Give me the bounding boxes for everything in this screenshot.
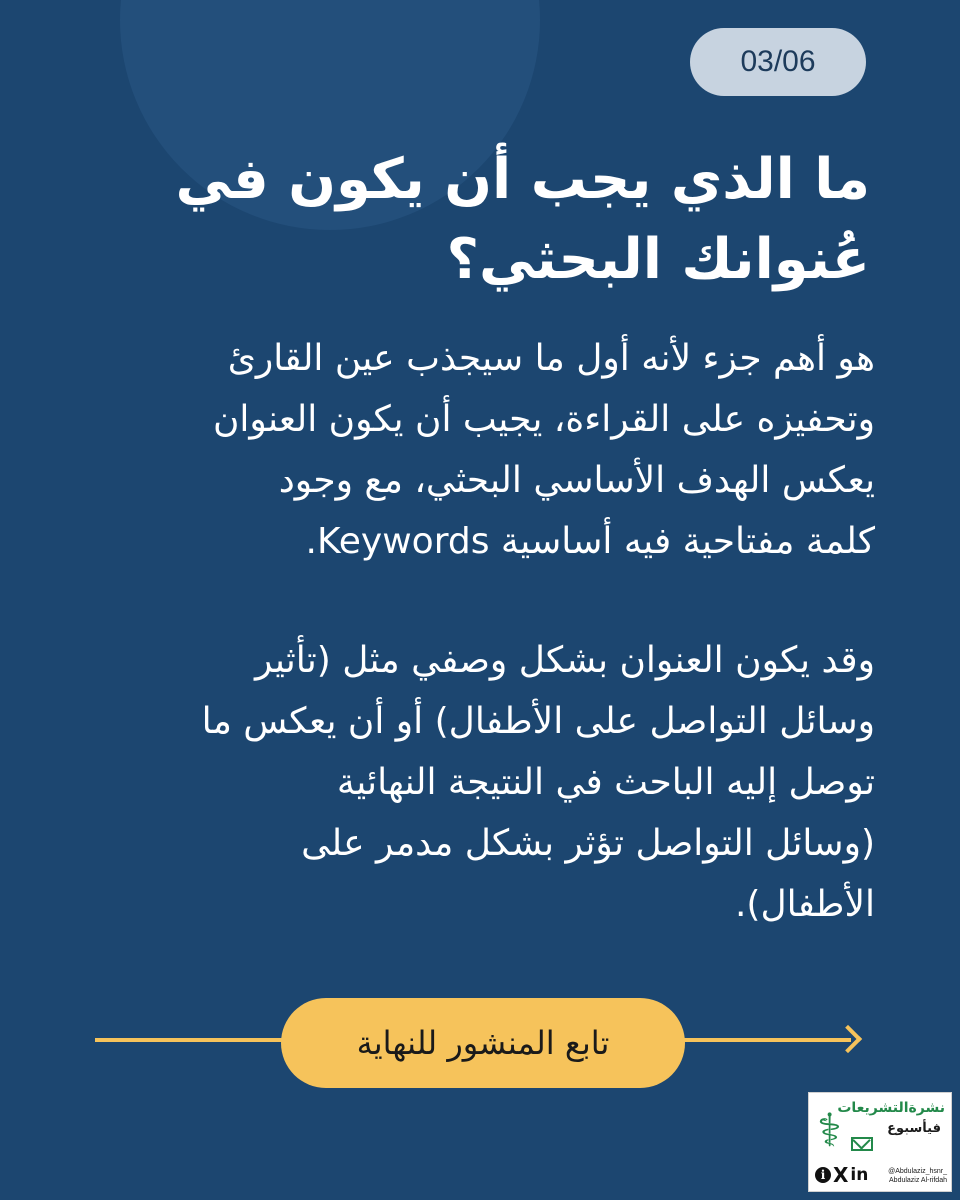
- paragraph-line: كلمة مفتاحية فيه أساسية Keywords.: [305, 521, 875, 562]
- logo-title: نشرةالتشريعات: [837, 1100, 945, 1116]
- caduceus-icon: ⚕: [817, 1103, 842, 1157]
- paragraph-line: (وسائل التواصل تؤثر بشكل مدمر على: [301, 823, 875, 864]
- page-counter-badge: 03/06: [690, 28, 866, 96]
- mail-icon: [851, 1137, 873, 1151]
- paragraph-line: وقد يكون العنوان بشكل وصفي مثل (تأثير: [255, 640, 875, 681]
- social-icons: [815, 1165, 868, 1185]
- x-icon: X: [833, 1163, 849, 1187]
- newsletter-logo: [808, 1092, 952, 1192]
- paragraph-line: وتحفيزه على القراءة، يجيب أن يكون العنوان: [212, 399, 875, 440]
- arrow-right-icon: [834, 1025, 862, 1053]
- logo-handle: Abdulaziz Al-rifdah: [889, 1177, 947, 1184]
- paragraph-line: هو أهم جزء لأنه أول ما سيجذب عين القارئ: [227, 338, 875, 379]
- body-paragraph-2: [75, 630, 875, 935]
- paragraph-line: وسائل التواصل على الأطفال) أو أن يعكس ما: [201, 701, 875, 742]
- logo-subtitle: فيأسبوع: [887, 1121, 941, 1136]
- paragraph-line: الأطفال).: [734, 884, 875, 925]
- logo-handle: @Abdulaziz_hsnr_: [888, 1168, 947, 1175]
- linkedin-icon: in: [850, 1165, 869, 1185]
- logo-handles: [883, 1167, 947, 1185]
- info-icon: i: [815, 1167, 831, 1183]
- slide-title: [110, 140, 870, 300]
- slide-title-line: ما الذي يجب أن يكون في: [175, 147, 870, 212]
- paragraph-line: يعكس الهدف الأساسي البحثي، مع وجود: [278, 460, 875, 501]
- body-paragraph-1: [75, 328, 875, 572]
- paragraph-line: توصل إليه الباحث في النتيجة النهائية: [336, 762, 875, 803]
- slide-title-line: عُنوانك البحثي؟: [446, 227, 870, 292]
- continue-reading-button[interactable]: تابع المنشور للنهاية: [281, 998, 685, 1088]
